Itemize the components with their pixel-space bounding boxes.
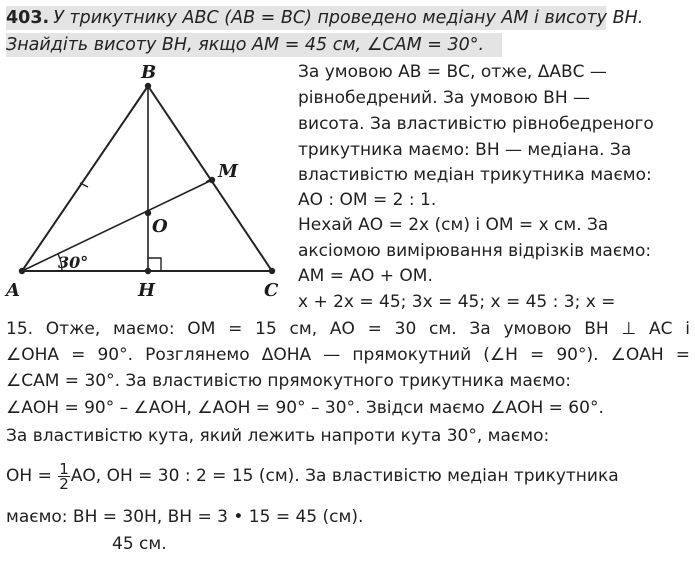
point-o [145,210,151,216]
solution-line-13: ∠САМ = 30°. За властивістю прямокутного трикутника маємо: [6,371,572,391]
solution-line-4: трикутника маємо: ВН — медіана. За [298,140,632,160]
solution-line-3: висота. За властивістю рівнобедреного [298,114,654,134]
triangle-diagram [0,60,300,305]
label-o: O [152,216,168,237]
median-am [22,180,212,271]
fraction-numerator: 1 [59,459,69,478]
point-c [269,268,275,274]
label-m: M [218,161,238,182]
solution-line-8: аксіомою вимірювання відрізків маємо: [298,241,652,261]
problem-text-2: Знайдіть висоту ВН, якщо АМ = 45 см, ∠САМ = 30°. [6,35,485,55]
solution-line-5: властивістю медіан трикутника маємо: [298,165,652,185]
point-b [145,83,151,89]
problem-line-1 [6,6,644,30]
fraction-denominator: 2 [59,474,69,493]
problem-line-2 [6,33,502,57]
oh-rest: АО, ОН = 30 : 2 = 15 (см). За властивістю медіан трикутника [70,466,619,486]
point-m [209,177,215,183]
solution-line-12: ∠ОНА = 90°. Розглянемо ΔОНА — прямокутний (∠Н = 90°). ∠ОАН = [6,345,690,365]
solution-line-6: АО : ОМ = 2 : 1. [298,190,437,210]
fraction-one-half [58,459,70,493]
solution-line-2: рівнобедрений. За умовою ВН — [298,88,591,108]
point-a [19,268,25,274]
label-c: C [264,280,279,301]
oh-prefix: ОН = [6,466,58,486]
solution-line-7: Нехай АО = 2х (см) і ОМ = х см. За [298,215,609,235]
point-h [145,268,151,274]
solution-line-1: За умовою АВ = ВС, отже, ΔАВС — [298,62,607,82]
solution-line-16 [6,456,690,496]
solution-line-14: ∠АОН = 90° – ∠АОН, ∠АОН = 90° – 30°. Звідси маємо ∠АОН = 60°. [6,398,604,418]
solution-line-11: 15. Отже, маємо: ОМ = 15 см, АО = 30 см. За умовою ВН ⊥ АС і [6,319,690,339]
solution-line-9: АМ = АО + ОМ. [298,266,433,286]
label-b: B [141,62,157,83]
label-h: H [138,280,156,301]
side-ab [22,86,148,271]
solution-line-15: За властивістю кута, який лежить напроти кута 30°, маємо: [6,426,550,446]
solution-line-17: маємо: ВН = 30Н, ВН = 3 • 15 = 45 (см). [6,507,364,527]
problem-text-1: У трикутнику АВС (АВ = ВС) проведено медіану АМ і висоту ВН. [53,8,644,28]
angle-label: 30° [58,253,89,272]
answer: 45 см. [112,534,167,554]
problem-number: 403. [6,8,50,28]
solution-line-10: х + 2х = 45; 3х = 45; х = 45 : 3; х = [298,292,616,312]
label-a: A [6,280,20,301]
